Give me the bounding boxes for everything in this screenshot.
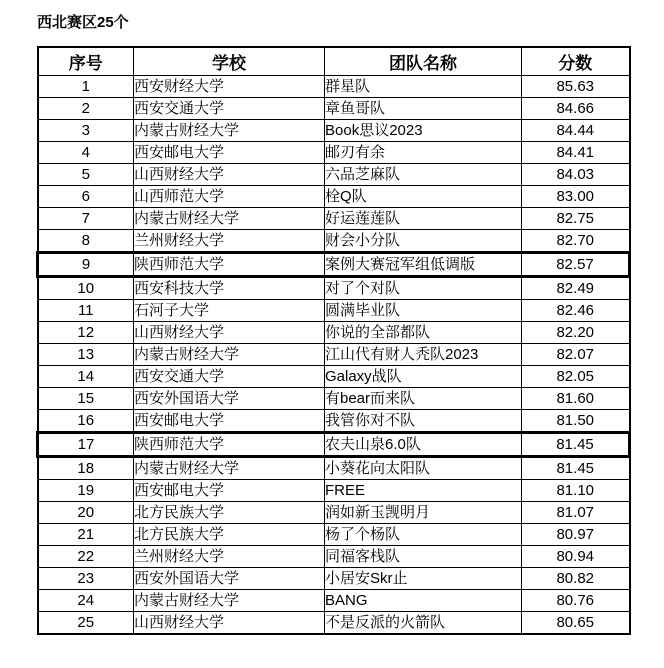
table-row xyxy=(38,277,630,300)
school-cell: 西安交通大学 xyxy=(134,366,325,388)
table-row xyxy=(38,524,630,546)
school-cell: 西安交通大学 xyxy=(134,98,325,120)
score-cell: 81.07 xyxy=(522,502,630,524)
school-cell: 西安邮电大学 xyxy=(134,410,325,433)
table-row xyxy=(38,120,630,142)
score-cell: 80.76 xyxy=(522,590,630,612)
score-cell: 83.00 xyxy=(522,186,630,208)
team-cell: 小居安Skr止 xyxy=(325,568,522,590)
table-row xyxy=(38,410,630,433)
rank-cell: 15 xyxy=(38,388,134,410)
score-cell: 82.07 xyxy=(522,344,630,366)
rank-cell: 8 xyxy=(38,230,134,253)
table-row xyxy=(38,142,630,164)
rank-cell: 17 xyxy=(38,433,134,457)
school-cell: 西安外国语大学 xyxy=(134,388,325,410)
table-row xyxy=(38,208,630,230)
team-cell: 润如新玉觊明月 xyxy=(325,502,522,524)
team-cell: 章鱼哥队 xyxy=(325,98,522,120)
header-rank: 序号 xyxy=(38,47,134,76)
team-cell: 小葵花向太阳队 xyxy=(325,457,522,480)
team-cell: 有bear而来队 xyxy=(325,388,522,410)
score-cell: 85.63 xyxy=(522,76,630,98)
score-cell: 82.46 xyxy=(522,300,630,322)
rank-cell: 10 xyxy=(38,277,134,300)
ranking-table xyxy=(36,46,631,635)
team-cell: 杨了个杨队 xyxy=(325,524,522,546)
header-score: 分数 xyxy=(522,47,630,76)
school-cell: 陕西师范大学 xyxy=(134,253,325,277)
team-cell: 圆满毕业队 xyxy=(325,300,522,322)
school-cell: 西安财经大学 xyxy=(134,76,325,98)
table-header-row xyxy=(38,47,630,76)
team-cell: 不是反派的火箭队 xyxy=(325,612,522,635)
school-cell: 内蒙古财经大学 xyxy=(134,208,325,230)
table-row xyxy=(38,253,630,277)
page-title: 西北赛区25个 xyxy=(37,14,129,31)
rank-cell: 14 xyxy=(38,366,134,388)
score-cell: 84.41 xyxy=(522,142,630,164)
score-cell: 81.60 xyxy=(522,388,630,410)
team-cell: 农夫山泉6.0队 xyxy=(325,433,522,457)
table-row xyxy=(38,98,630,120)
school-cell: 北方民族大学 xyxy=(134,502,325,524)
rank-cell: 1 xyxy=(38,76,134,98)
table-row xyxy=(38,186,630,208)
table-row xyxy=(38,480,630,502)
score-cell: 80.94 xyxy=(522,546,630,568)
school-cell: 西安科技大学 xyxy=(134,277,325,300)
table-row xyxy=(38,590,630,612)
school-cell: 内蒙古财经大学 xyxy=(134,344,325,366)
rank-cell: 9 xyxy=(38,253,134,277)
team-cell: 邮刃有余 xyxy=(325,142,522,164)
rank-cell: 11 xyxy=(38,300,134,322)
school-cell: 西安外国语大学 xyxy=(134,568,325,590)
table-row xyxy=(38,612,630,635)
table-row xyxy=(38,230,630,253)
header-school: 学校 xyxy=(134,47,325,76)
rank-cell: 20 xyxy=(38,502,134,524)
rank-cell: 22 xyxy=(38,546,134,568)
team-cell: 六品芝麻队 xyxy=(325,164,522,186)
rank-cell: 5 xyxy=(38,164,134,186)
score-cell: 81.45 xyxy=(522,457,630,480)
team-cell: 栓Q队 xyxy=(325,186,522,208)
score-cell: 84.66 xyxy=(522,98,630,120)
table-row xyxy=(38,457,630,480)
rank-cell: 3 xyxy=(38,120,134,142)
school-cell: 山西师范大学 xyxy=(134,186,325,208)
rank-cell: 4 xyxy=(38,142,134,164)
rank-cell: 19 xyxy=(38,480,134,502)
team-cell: 案例大赛冠军组低调版 xyxy=(325,253,522,277)
school-cell: 内蒙古财经大学 xyxy=(134,590,325,612)
rank-cell: 24 xyxy=(38,590,134,612)
rank-cell: 25 xyxy=(38,612,134,635)
table-row xyxy=(38,76,630,98)
score-cell: 80.82 xyxy=(522,568,630,590)
school-cell: 北方民族大学 xyxy=(134,524,325,546)
rank-cell: 6 xyxy=(38,186,134,208)
rank-cell: 2 xyxy=(38,98,134,120)
score-cell: 82.05 xyxy=(522,366,630,388)
school-cell: 西安邮电大学 xyxy=(134,142,325,164)
score-cell: 82.20 xyxy=(522,322,630,344)
school-cell: 兰州财经大学 xyxy=(134,546,325,568)
team-cell: 财会小分队 xyxy=(325,230,522,253)
header-team: 团队名称 xyxy=(325,47,522,76)
score-cell: 84.03 xyxy=(522,164,630,186)
table-row xyxy=(38,344,630,366)
table-row xyxy=(38,546,630,568)
team-cell: 群星队 xyxy=(325,76,522,98)
school-cell: 西安邮电大学 xyxy=(134,480,325,502)
table-row xyxy=(38,300,630,322)
school-cell: 山西财经大学 xyxy=(134,322,325,344)
team-cell: FREE xyxy=(325,480,522,502)
team-cell: BANG xyxy=(325,590,522,612)
team-cell: 我管你对不队 xyxy=(325,410,522,433)
score-cell: 84.44 xyxy=(522,120,630,142)
rank-cell: 12 xyxy=(38,322,134,344)
score-cell: 81.50 xyxy=(522,410,630,433)
table-row xyxy=(38,568,630,590)
rank-cell: 23 xyxy=(38,568,134,590)
table-row xyxy=(38,502,630,524)
school-cell: 内蒙古财经大学 xyxy=(134,457,325,480)
team-cell: 你说的全部都队 xyxy=(325,322,522,344)
table-row xyxy=(38,164,630,186)
score-cell: 82.75 xyxy=(522,208,630,230)
table-row xyxy=(38,433,630,457)
score-cell: 82.49 xyxy=(522,277,630,300)
rank-cell: 7 xyxy=(38,208,134,230)
rank-cell: 18 xyxy=(38,457,134,480)
score-cell: 82.57 xyxy=(522,253,630,277)
school-cell: 山西财经大学 xyxy=(134,164,325,186)
school-cell: 陕西师范大学 xyxy=(134,433,325,457)
school-cell: 山西财经大学 xyxy=(134,612,325,635)
score-cell: 80.97 xyxy=(522,524,630,546)
team-cell: 同福客栈队 xyxy=(325,546,522,568)
school-cell: 石河子大学 xyxy=(134,300,325,322)
score-cell: 80.65 xyxy=(522,612,630,635)
school-cell: 兰州财经大学 xyxy=(134,230,325,253)
score-cell: 81.10 xyxy=(522,480,630,502)
table-row xyxy=(38,322,630,344)
school-cell: 内蒙古财经大学 xyxy=(134,120,325,142)
team-cell: 江山代有财人秃队2023 xyxy=(325,344,522,366)
team-cell: Galaxy战队 xyxy=(325,366,522,388)
table-row xyxy=(38,366,630,388)
table-row xyxy=(38,388,630,410)
table-body xyxy=(38,76,630,635)
rank-cell: 21 xyxy=(38,524,134,546)
rank-cell: 13 xyxy=(38,344,134,366)
team-cell: 对了个对队 xyxy=(325,277,522,300)
rank-cell: 16 xyxy=(38,410,134,433)
team-cell: Book思议2023 xyxy=(325,120,522,142)
score-cell: 82.70 xyxy=(522,230,630,253)
score-cell: 81.45 xyxy=(522,433,630,457)
team-cell: 好运莲莲队 xyxy=(325,208,522,230)
